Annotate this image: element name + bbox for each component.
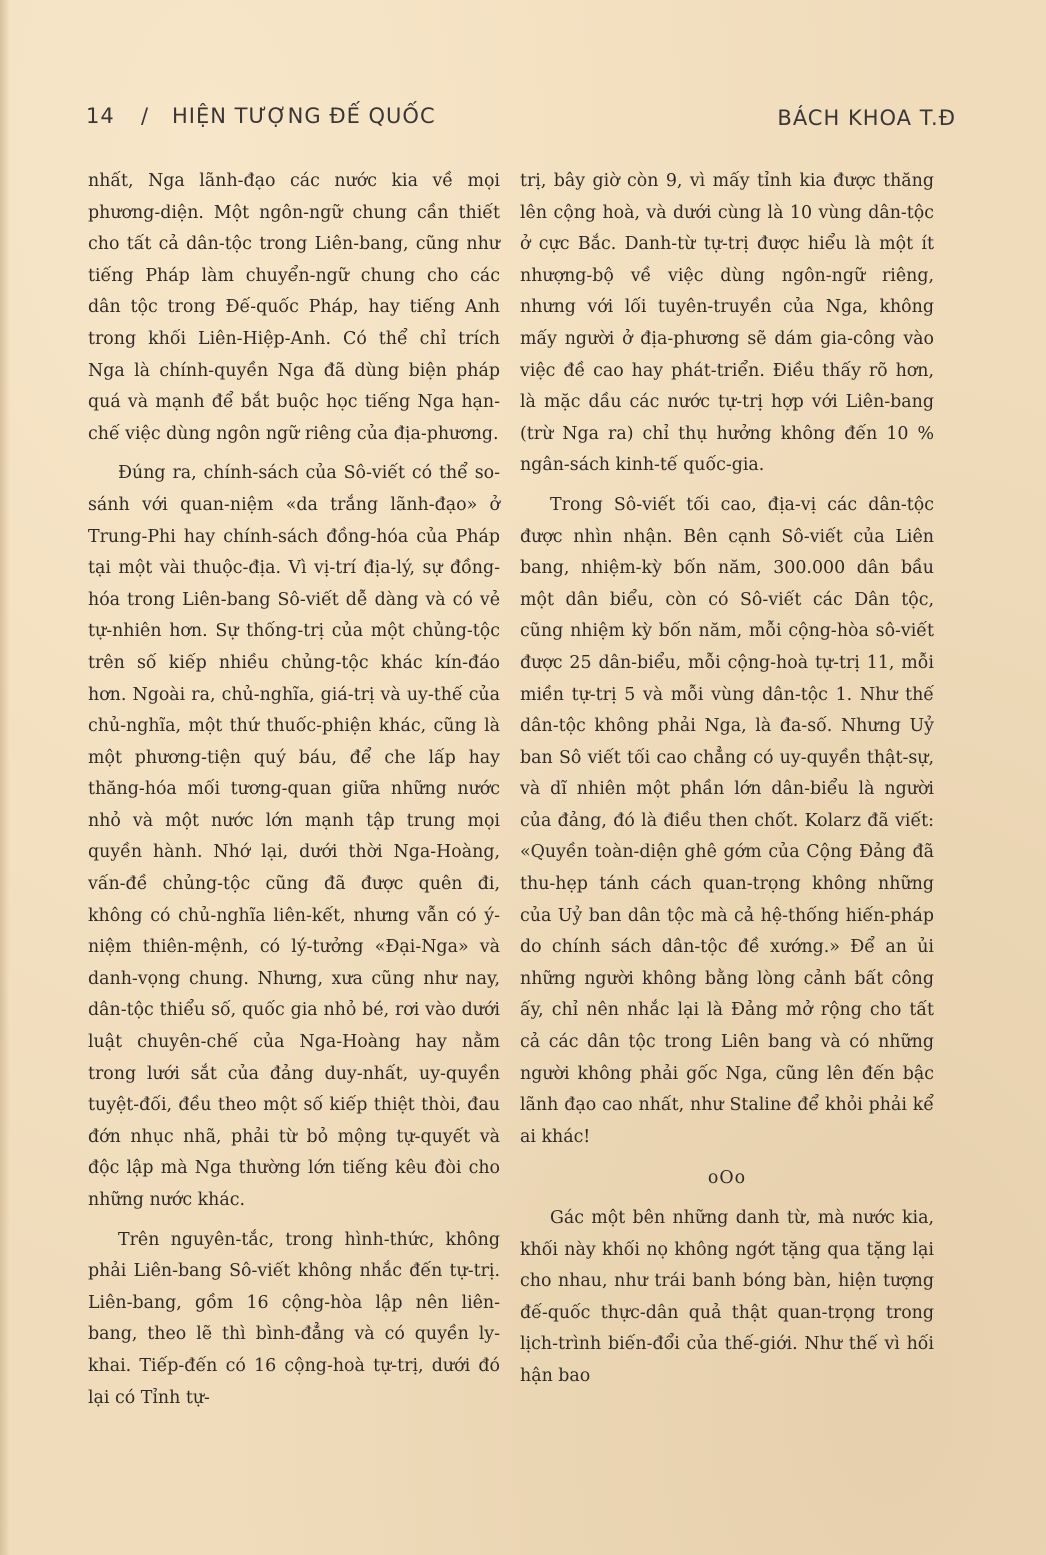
left-column xyxy=(88,166,500,1414)
page-number: 14 xyxy=(86,104,115,128)
right-paragraph-1: trị, bây giờ còn 9, vì mấy tỉnh kia được thăng lên cộng hoà, và dưới cùng là 10 vùng dân-tộc ở cực Bắc. Danh-từ tự-trị được hiểu là một ít nhượng-bộ về việc dùng ngôn-ngữ riêng, nhưng với lối tuyên-truyền của Nga, không mấy người ở địa-phương sẽ dám gia-công vào việc đề cao hay phát-triển. Điều thấy rõ hơn, là mặc dầu các nước tự-trị hợp với Liên-bang (trừ Nga ra) chỉ thụ hưởng không đến 10 % ngân-sách kinh-tế quốc-gia. xyxy=(520,171,934,476)
right-paragraph-3: Gác một bên những danh từ, mà nước kia, khối này khối nọ không ngớt tặng qua tặng lại cho nhau, như trái banh bóng bàn, hiện tượng đế-quốc thực-dân quả thật quan-trọng trong lịch-trình biến-đổi của thế-giới. Như thế vì hối hận bao xyxy=(520,1208,934,1386)
left-paragraph-1: nhất, Nga lãnh-đạo các nước kia về mọi phương-diện. Một ngôn-ngữ chung cần thiết cho tất cả dân-tộc trong Liên-bang, cũng như tiếng Pháp làm chuyển-ngữ chung cho các dân tộc trong Đế-quốc Pháp, hay tiếng Anh trong khối Liên-Hiệp-Anh. Có thể chỉ trích Nga là chính-quyền Nga đã dùng biện pháp quá và mạnh để bắt buộc học tiếng Nga hạn-chế việc dùng ngôn ngữ riêng của địa-phương. xyxy=(88,171,500,444)
left-paragraph-2: Đúng ra, chính-sách của Sô-viết có thể so-sánh với quan-niệm «da trắng lãnh-đạo» ở Trung-Phi hay chính-sách đồng-hóa của Pháp tại một vài thuộc-địa. Vì vị-trí địa-lý, sự đồng-hóa trong Liên-bang Sô-viết dễ dàng và có vẻ tự-nhiên hơn. Sự thống-trị của một chủng-tộc trên số kiếp nhiều chủng-tộc khác kín-đáo hơn. Ngoài ra, chủ-nghĩa, giá-trị và uy-thế của chủ-nghĩa, một thứ thuốc-phiện khác, cũng là một phương-tiện quý báu, để che lấp hay thăng-hóa mối tương-quan giữa những nước nhỏ và một nước lớn mạnh tập trung mọi quyền hành. Nhớ lại, dưới thời Nga-Hoàng, vấn-đề chủng-tộc cũng đã được quên đi, không có chủ-nghĩa liên-kết, nhưng vẫn có ý-niệm thiên-mệnh, có lý-tưởng «Đại-Nga» và danh-vọng chung. Nhưng, xưa cũng như nay, dân-tộc thiểu số, quốc gia nhỏ bé, rơi vào dưới luật chuyên-chế của Nga-Hoàng hay nằm trong lưới sắt của đảng duy-nhất, uy-quyền tuyệt-đối, đều theo một số kiếp thiệt thòi, đau đớn nhục nhã, phải từ bỏ mộng tự-quyết và độc lập mà Nga thường lớn tiếng kêu đòi cho những nước khác. xyxy=(88,463,500,1210)
page-edge-shadow xyxy=(0,0,10,1555)
publication-name: BÁCH KHOA T.Đ xyxy=(777,106,956,130)
section-separator: oOo xyxy=(707,1168,747,1189)
header-separator: / xyxy=(141,104,150,128)
left-paragraph-3: Trên nguyên-tắc, trong hình-thức, không phải Liên-bang Sô-viết không nhắc đến tự-trị. Liên-bang, gồm 16 cộng-hòa lập nên liên-bang, theo lẽ thì bình-đẳng và có quyền ly-khai. Tiếp-đến có 16 cộng-hoà tự-trị, dưới đó lại có Tỉnh tự- xyxy=(88,1229,500,1408)
section-title: HIỆN TƯỢNG ĐẾ QUỐC xyxy=(172,104,436,128)
running-header xyxy=(86,100,956,140)
right-column xyxy=(520,166,934,1393)
right-paragraph-2: Trong Sô-viết tối cao, địa-vị các dân-tộc được nhìn nhận. Bên cạnh Sô-viết của Liên bang, nhiệm-kỳ bốn năm, 300.000 dân bầu một dân biểu, còn có Sô-viết các Dân tộc, cũng nhiệm kỳ bốn năm, mỗi cộng-hòa sô-viết được 25 dân-biểu, mỗi cộng-hoà tự-trị 11, mỗi miền tự-trị 5 và mỗi vùng dân-tộc 1. Như thế dân-tộc không phải Nga, là đa-số. Nhưng Uỷ ban Sô viết tối cao chẳng có uy-quyền thật-sự, và dĩ nhiên một phần lớn dân-biểu là người của đảng, đó là điều then chốt. Kolarz đã viết: «Quyền toàn-diện ghê gớm của Cộng Đảng đã thu-hẹp tánh cách quan-trọng không những của Uỷ ban dân tộc mà cả hệ-thống hiến-pháp do chính sách dân-tộc đề xướng.» Để an ủi những người không bằng lòng cảnh bất công ấy, chỉ nên nhắc lại là Đảng mở rộng cho tất cả các dân tộc trong Liên bang và có những người không phải gốc Nga, cũng lên đến bậc lãnh đạo cao nhất, như Staline để khỏi phải kể ai khác! xyxy=(520,494,934,1147)
